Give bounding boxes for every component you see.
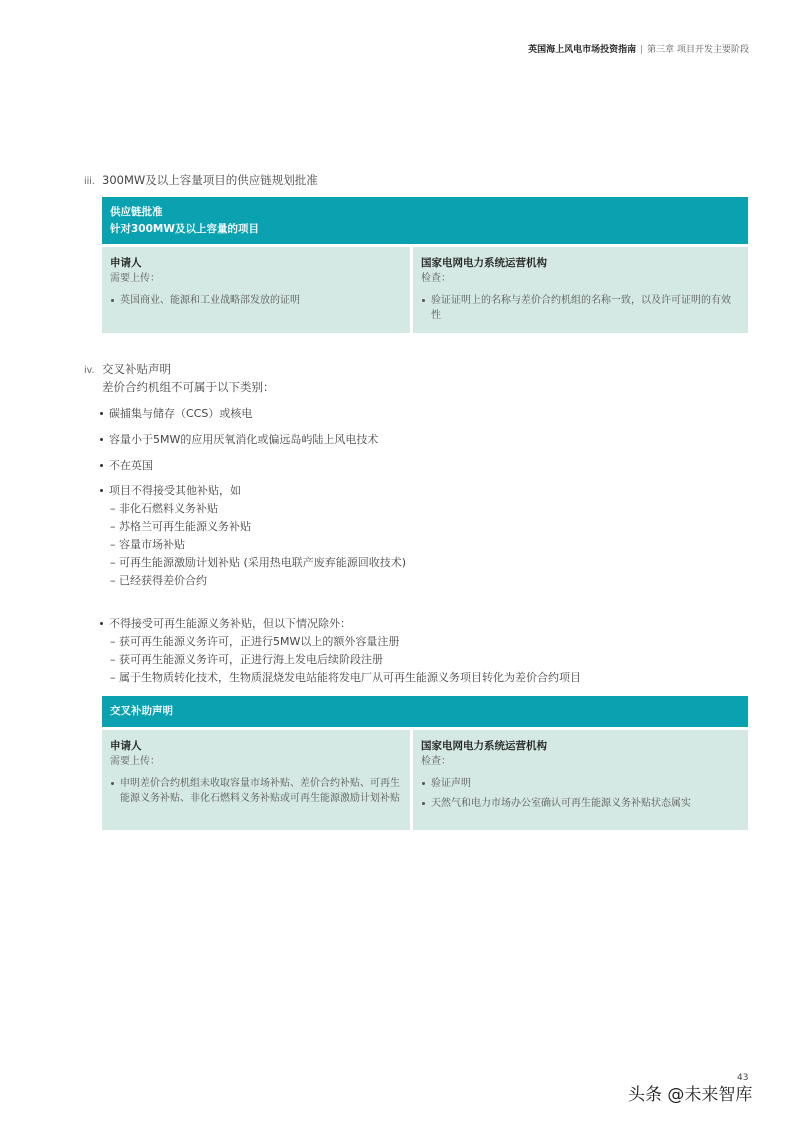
sub-item: – 属于生物质转化技术，生物质混烧发电站能将发电厂从可再生能源义务项目转化为差价合约项目 [110,671,581,684]
applicant-cell [102,730,410,830]
bullet-text: 不得接受可再生能源义务补贴，但以下情况除外： [109,617,351,630]
header-separator: | [640,45,644,55]
section-intro: 差价合约机组不可属于以下类别： [102,380,275,394]
bullet-text: 项目不得接受其他补贴，如 [109,484,241,497]
bullet-icon [100,412,103,415]
table-header [102,696,748,727]
sub-item: – 苏格兰可再生能源义务补贴 [110,520,251,533]
cell-title: 国家电网电力系统运营机构 [421,740,547,752]
bullet-icon [100,464,103,467]
bullet-item [100,482,241,498]
bullet-item [100,431,378,447]
section-iii-heading [84,172,318,188]
list-item: 申明差价合约机组未收取容量市场补贴、差价合约补贴、可再生能源义务补贴、非化石燃料义务补贴或可再生能源激励计划补贴 [110,776,402,806]
section-number: iii. [84,176,95,187]
cell-subtitle: 需要上传： [110,273,160,284]
cell-title: 申请人 [110,257,142,269]
sub-item: – 获可再生能源义务许可，正进行5MW以上的额外容量注册 [110,635,400,648]
section-iv-heading [84,361,171,377]
bullet-item [100,457,153,473]
list-item: 天然气和电力市场办公室确认可再生能源义务补贴状态属实 [421,796,740,811]
cell-list [110,293,402,308]
bullet-text: 不在英国 [109,459,153,472]
supply-chain-approval-table [102,197,748,333]
list-item: 验证证明上的名称与差价合约机组的名称一致，以及许可证明的有效性 [421,293,740,323]
bullet-item [100,405,252,421]
bullet-text: 容量小于5MW的应用厌氧消化或偏远岛屿陆上风电技术 [109,433,379,446]
cell-list [110,776,402,806]
applicant-cell [102,247,410,333]
section-title: 交叉补贴声明 [102,362,171,376]
table-header [102,197,748,244]
document-title: 英国海上风电市场投资指南 [528,45,637,55]
table-header-subtitle: 针对300MW及以上容量的项目 [110,222,259,235]
sub-item: – 已经获得差价合约 [110,574,207,587]
operator-cell [413,730,748,830]
list-item: 验证声明 [421,776,740,791]
cell-subtitle: 检查： [421,273,451,284]
bullet-icon [100,489,103,492]
cell-title: 国家电网电力系统运营机构 [421,257,547,269]
table-header-title: 交叉补助声明 [110,705,173,717]
cell-list [421,776,740,811]
page-number: 43 [737,1073,749,1083]
section-number: iv. [84,365,95,376]
bullet-item [100,615,351,631]
cell-list [421,293,740,323]
bullet-text: 碳捕集与储存（CCS）或核电 [109,407,253,420]
list-item: 英国商业、能源和工业战略部发放的证明 [110,293,402,308]
sub-item: – 可再生能源激励计划补贴 (采用热电联产废弃能源回收技术) [110,556,407,569]
sub-item: – 容量市场补贴 [110,538,185,551]
table-header-title: 供应链批准 [110,205,163,218]
section-title: 300MW及以上容量项目的供应链规划批准 [102,173,318,187]
sub-item: – 获可再生能源义务许可，正进行海上发电后续阶段注册 [110,653,383,666]
cross-subsidy-table [102,696,748,830]
bullet-icon [100,622,103,625]
bullet-icon [100,438,103,441]
cell-subtitle: 需要上传： [110,756,160,767]
operator-cell [413,247,748,333]
table-body [102,247,748,333]
watermark: 头条 @未来智库 [628,1085,753,1105]
sub-item: – 非化石燃料义务补贴 [110,502,218,515]
running-header [528,42,749,55]
table-body [102,730,748,830]
cell-title: 申请人 [110,740,142,752]
chapter-title: 第三章 项目开发主要阶段 [647,45,749,55]
cell-subtitle: 检查： [421,756,451,767]
